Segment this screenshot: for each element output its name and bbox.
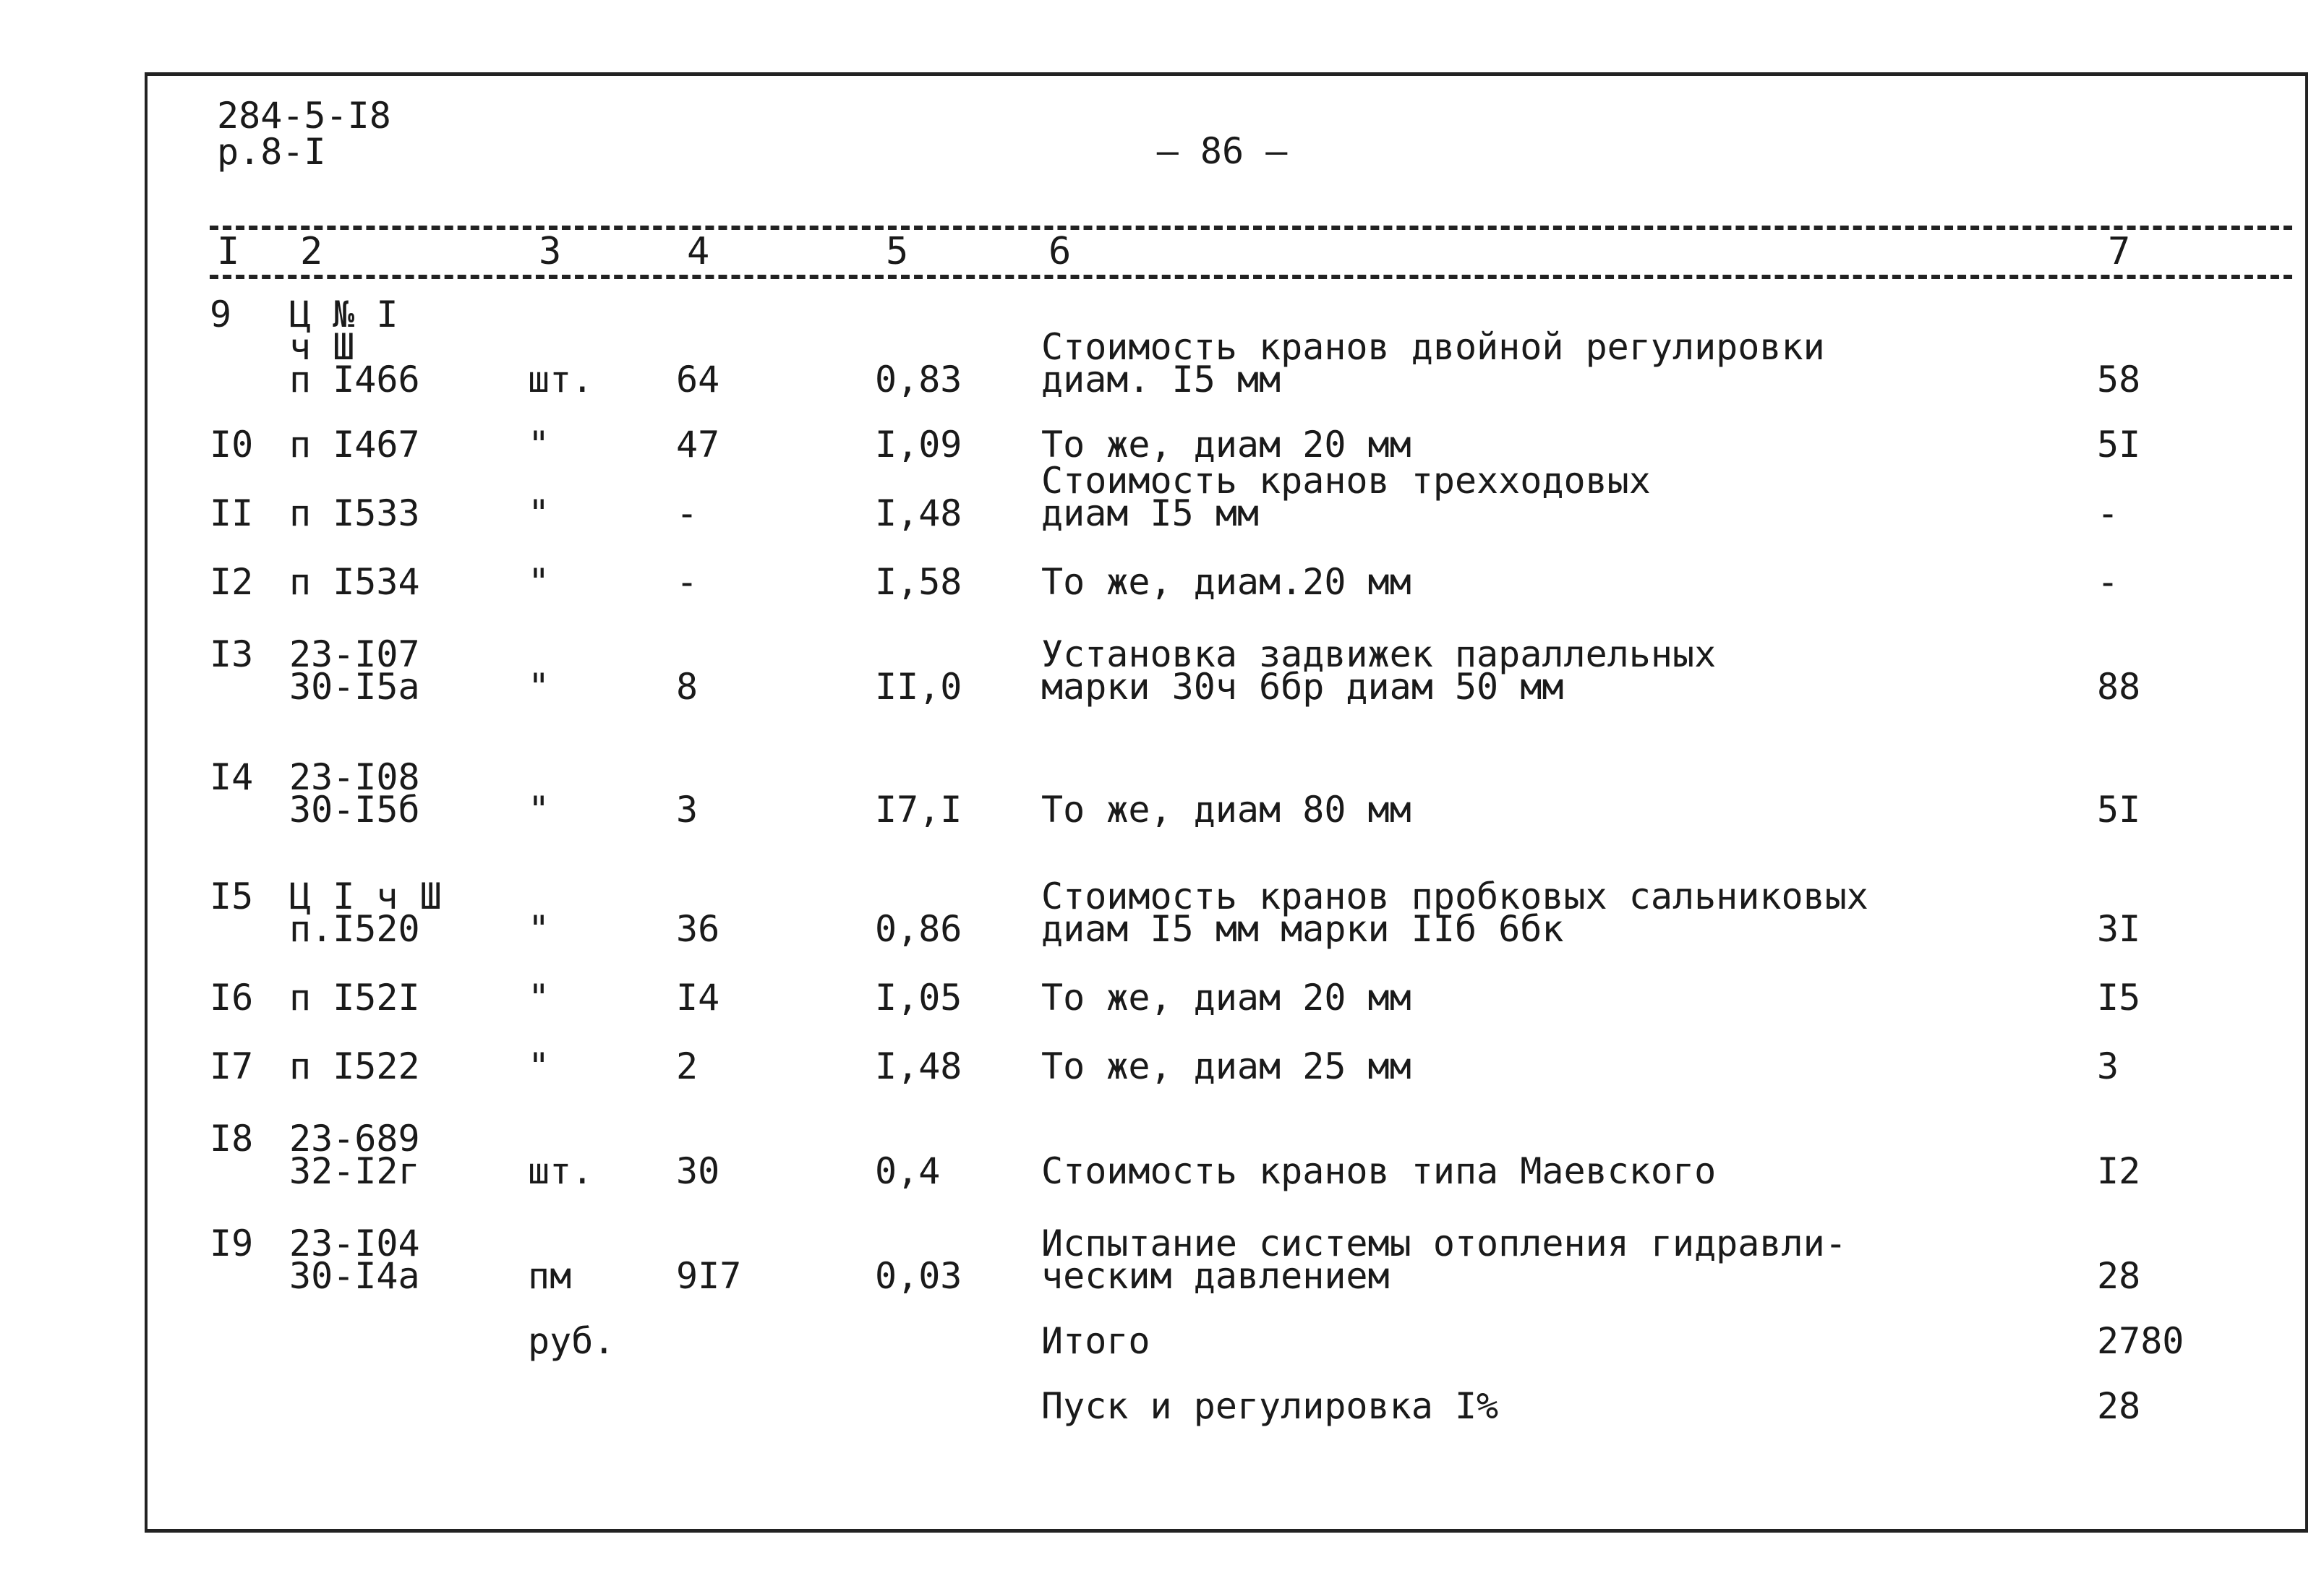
- row-number: I3: [210, 633, 254, 675]
- header-rule-bottom: [210, 275, 2292, 279]
- unit-price: I7,I: [875, 789, 962, 831]
- work-description: ческим давлением: [1041, 1255, 1390, 1297]
- row-number: I7: [210, 1045, 254, 1087]
- row-number: I2: [210, 561, 254, 603]
- total-cost: 3: [2097, 1045, 2119, 1087]
- rate-code: п I466: [289, 359, 420, 401]
- total-cost: I5: [2097, 977, 2141, 1019]
- row-number: I0: [210, 424, 254, 466]
- unit: ": [528, 908, 550, 950]
- total-cost: 28: [2097, 1255, 2141, 1297]
- work-description: То же, диам 25 мм: [1041, 1045, 1411, 1087]
- work-description: Стоимость кранов двойной регулировки: [1041, 326, 1825, 368]
- quantity: 3: [676, 789, 699, 831]
- quantity: 30: [676, 1150, 720, 1192]
- work-description: Стоимость кранов пробковых сальниковых: [1041, 875, 1868, 917]
- row-number: I8: [210, 1118, 254, 1160]
- rate-code: п I52I: [289, 977, 420, 1019]
- rate-code: 32-I2г: [289, 1150, 420, 1192]
- unit-price: 0,03: [875, 1255, 962, 1297]
- unit: ": [528, 789, 550, 831]
- summary-total: 2780: [2097, 1320, 2184, 1362]
- work-description: То же, диам 80 мм: [1041, 789, 1411, 831]
- unit: пм: [528, 1255, 572, 1297]
- quantity: 47: [676, 424, 720, 466]
- rate-code: Ц I ч Ш: [289, 875, 442, 917]
- rate-code: п I522: [289, 1045, 420, 1087]
- work-description: марки 30ч 6бр диам 50 мм: [1041, 666, 1564, 708]
- rate-code: п I534: [289, 561, 420, 603]
- rate-code: 23-I08: [289, 756, 420, 798]
- unit: ": [528, 1045, 550, 1087]
- document-code: [217, 95, 391, 173]
- total-cost: 5I: [2097, 789, 2141, 831]
- work-description: То же, диам 20 мм: [1041, 424, 1411, 466]
- quantity: 8: [676, 666, 699, 708]
- rate-code: 30-I4а: [289, 1255, 420, 1297]
- unit: шт.: [528, 359, 594, 401]
- quantity: I4: [676, 977, 720, 1019]
- row-number: 9: [210, 294, 232, 335]
- total-cost: 88: [2097, 666, 2141, 708]
- summary-unit: руб.: [528, 1320, 615, 1362]
- unit-price: 0,86: [875, 908, 962, 950]
- total-cost: I2: [2097, 1150, 2141, 1192]
- header-rule-top: [210, 226, 2292, 230]
- row-number: I9: [210, 1222, 254, 1264]
- rate-code: 23-I07: [289, 633, 420, 675]
- unit-price: I,09: [875, 424, 962, 466]
- unit: шт.: [528, 1150, 594, 1192]
- page-number: — 86 —: [1156, 130, 1288, 172]
- summary-label: Итого: [1041, 1320, 1150, 1362]
- rate-code: 23-I04: [289, 1222, 420, 1264]
- total-cost: 3I: [2097, 908, 2141, 950]
- column-header-1: I: [217, 230, 240, 273]
- work-description: То же, диам.20 мм: [1041, 561, 1411, 603]
- unit: ": [528, 561, 550, 603]
- row-number: I5: [210, 875, 254, 917]
- unit: ": [528, 666, 550, 708]
- total-cost: -: [2097, 492, 2119, 534]
- unit: ": [528, 424, 550, 466]
- rate-code: 30-I5а: [289, 666, 420, 708]
- column-header-6: 6: [1048, 230, 1072, 273]
- rate-code: ч Ш: [289, 326, 355, 368]
- column-header-2: 2: [300, 230, 323, 273]
- work-description: диам I5 мм марки IIб 6бк: [1041, 908, 1564, 950]
- doc-code-line2: р.8-I: [217, 131, 326, 173]
- row-number: I4: [210, 756, 254, 798]
- quantity: 2: [676, 1045, 699, 1087]
- work-description: Стоимость кранов трехходовых: [1041, 460, 1651, 502]
- total-cost: -: [2097, 561, 2119, 603]
- work-description: диам I5 мм: [1041, 492, 1260, 534]
- work-description: Испытание системы отопления гидравли-: [1041, 1222, 1847, 1264]
- column-header-3: 3: [539, 230, 562, 273]
- quantity: -: [676, 492, 699, 534]
- column-header-7: 7: [2108, 230, 2131, 273]
- total-cost: 58: [2097, 359, 2141, 401]
- row-number: II: [210, 492, 254, 534]
- quantity: -: [676, 561, 699, 603]
- quantity: 36: [676, 908, 720, 950]
- column-header-4: 4: [687, 230, 710, 273]
- rate-code: 30-I5б: [289, 789, 420, 831]
- work-description: То же, диам 20 мм: [1041, 977, 1411, 1019]
- unit-price: I,58: [875, 561, 962, 603]
- summary-total: 28: [2097, 1385, 2141, 1427]
- rate-code: Ц № I: [289, 294, 398, 335]
- rate-code: п I533: [289, 492, 420, 534]
- column-header-5: 5: [886, 230, 909, 273]
- unit: ": [528, 492, 550, 534]
- work-description: Стоимость кранов типа Маевского: [1041, 1150, 1717, 1192]
- unit-price: II,0: [875, 666, 962, 708]
- work-description: Установка задвижек параллельных: [1041, 633, 1717, 675]
- rate-code: п.I520: [289, 908, 420, 950]
- doc-code-line1: 284-5-I8: [217, 95, 391, 137]
- unit-price: 0,4: [875, 1150, 941, 1192]
- rate-code: п I467: [289, 424, 420, 466]
- work-description: диам. I5 мм: [1041, 359, 1281, 401]
- unit: ": [528, 977, 550, 1019]
- unit-price: I,48: [875, 492, 962, 534]
- summary-label: Пуск и регулировка I%: [1041, 1385, 1499, 1427]
- unit-price: 0,83: [875, 359, 962, 401]
- unit-price: I,48: [875, 1045, 962, 1087]
- quantity: 64: [676, 359, 720, 401]
- unit-price: I,05: [875, 977, 962, 1019]
- total-cost: 5I: [2097, 424, 2141, 466]
- quantity: 9I7: [676, 1255, 742, 1297]
- rate-code: 23-689: [289, 1118, 420, 1160]
- row-number: I6: [210, 977, 254, 1019]
